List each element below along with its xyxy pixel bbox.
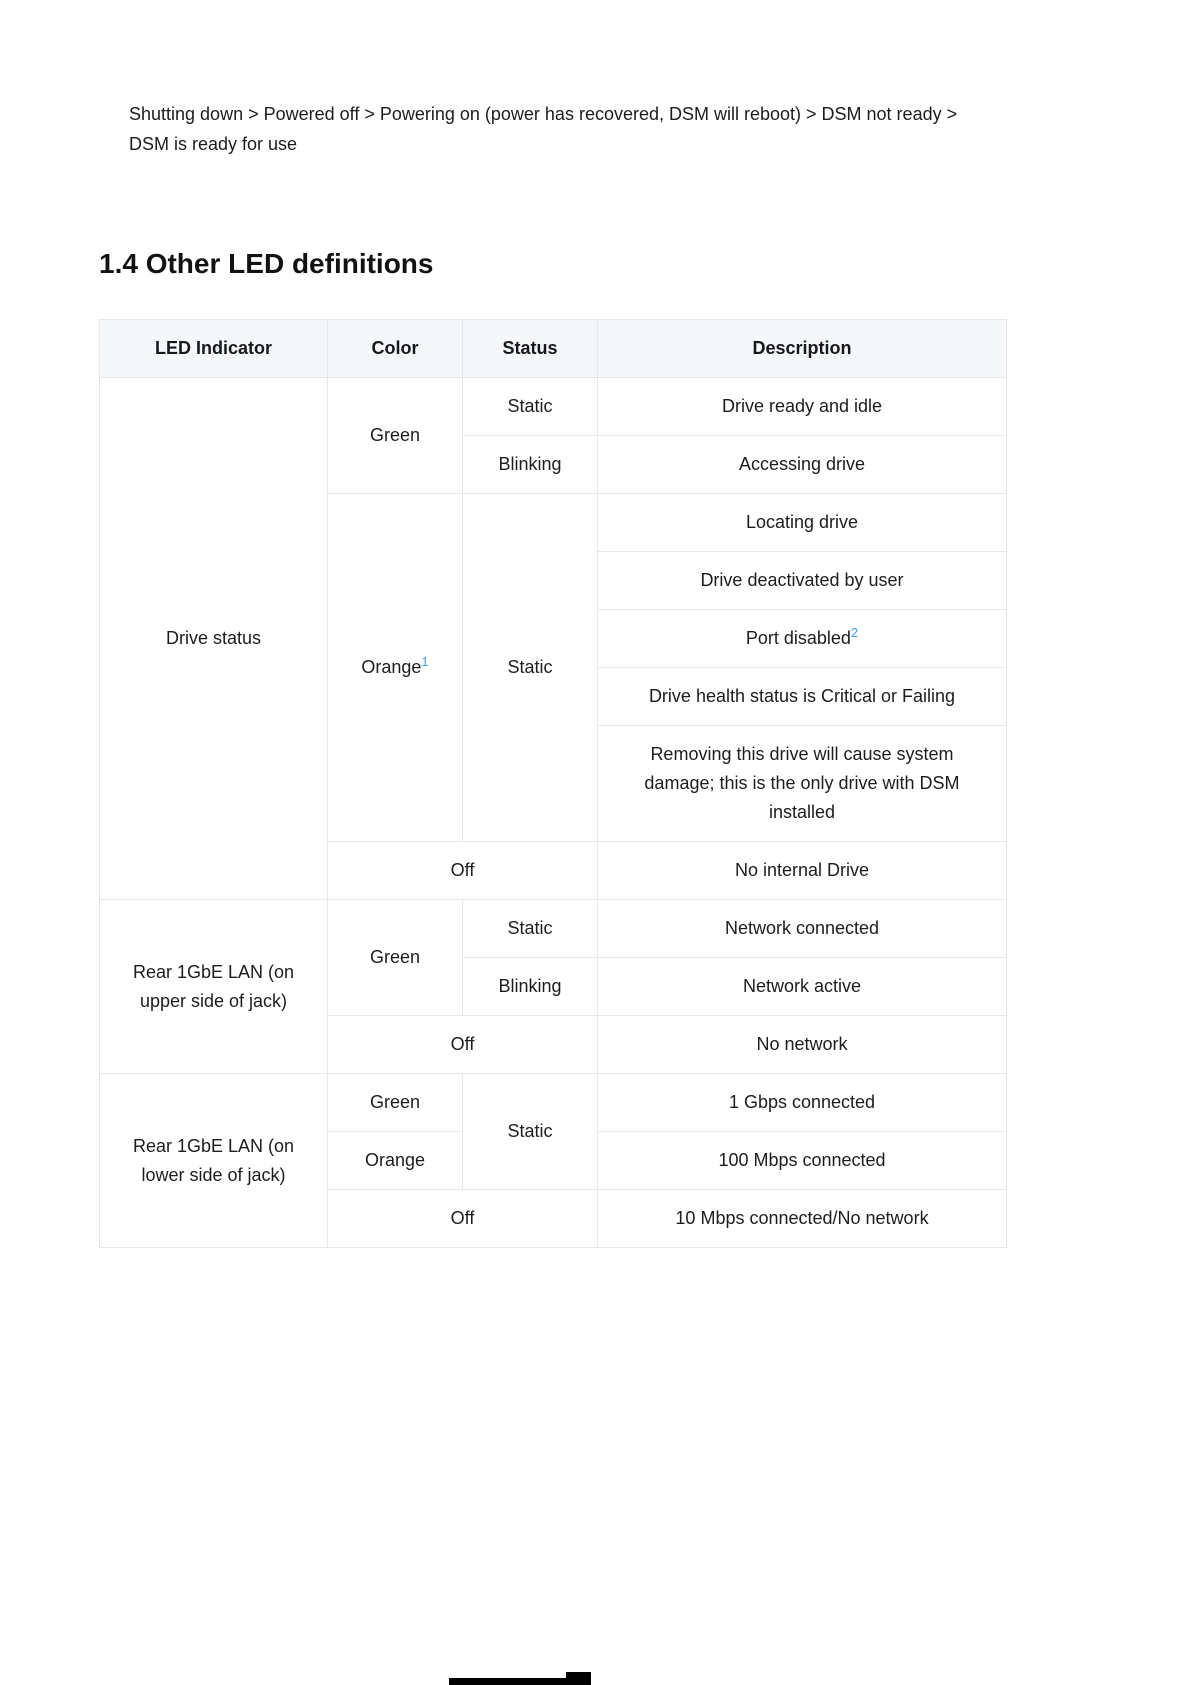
footnote-link-1[interactable]: 1 — [421, 654, 429, 669]
column-header-status: Status — [463, 320, 598, 378]
lan-upper-off-cell: Off — [328, 1016, 598, 1074]
lan-upper-static-status-cell: Static — [463, 900, 598, 958]
drive-port-disabled-description-cell — [598, 610, 1007, 668]
lan-lower-orange-color-cell: Orange — [328, 1132, 463, 1190]
lan-lower-1gbps-description-cell: 1 Gbps connected — [598, 1074, 1007, 1132]
intro-paragraph: Shutting down > Powered off > Powering on (power has recovered, DSM will reboot) > DSM not ready > DSM is ready for use — [129, 104, 958, 154]
table-row — [100, 900, 1007, 958]
port-disabled-label: Port disabled — [745, 628, 851, 648]
drive-deactivated-description-cell: Drive deactivated by user — [598, 552, 1007, 610]
lan-upper-indicator-cell: Rear 1GbE LAN (on upper side of jack) — [100, 900, 328, 1074]
table-row — [100, 378, 1007, 436]
drive-green-color-cell: Green — [328, 378, 463, 494]
drive-locating-description-cell: Locating drive — [598, 494, 1007, 552]
drive-status-indicator-cell: Drive status — [100, 378, 328, 900]
drive-accessing-description-cell: Accessing drive — [598, 436, 1007, 494]
lan-lower-off-cell: Off — [328, 1190, 598, 1248]
footer-cropped-graphic-nub — [566, 1672, 591, 1685]
column-header-color: Color — [328, 320, 463, 378]
drive-green-blinking-status-cell: Blinking — [463, 436, 598, 494]
lan-lower-100mbps-description-cell: 100 Mbps connected — [598, 1132, 1007, 1190]
drive-orange-color-cell — [328, 494, 463, 842]
orange-label: Orange — [361, 657, 422, 677]
led-definitions-table — [99, 319, 1007, 1248]
drive-ready-description-cell: Drive ready and idle — [598, 378, 1007, 436]
drive-off-cell: Off — [328, 842, 598, 900]
column-header-led-indicator: LED Indicator — [100, 320, 328, 378]
drive-health-description-cell: Drive health status is Critical or Failing — [598, 668, 1007, 726]
lan-lower-green-color-cell: Green — [328, 1074, 463, 1132]
footer-cropped-graphic-bar — [449, 1678, 569, 1685]
drive-removing-description-cell: Removing this drive will cause system damage; this is the only drive with DSM installed — [598, 726, 1007, 842]
lan-lower-static-status-cell: Static — [463, 1074, 598, 1190]
drive-no-internal-description-cell: No internal Drive — [598, 842, 1007, 900]
lan-upper-blinking-status-cell: Blinking — [463, 958, 598, 1016]
lan-upper-no-network-description-cell: No network — [598, 1016, 1007, 1074]
lan-lower-indicator-cell: Rear 1GbE LAN (on lower side of jack) — [100, 1074, 328, 1248]
section-heading: 1.4 Other LED definitions — [99, 248, 434, 279]
drive-orange-static-status-cell: Static — [463, 494, 598, 842]
table-header-row — [100, 320, 1007, 378]
lan-lower-10mbps-description-cell: 10 Mbps connected/No network — [598, 1190, 1007, 1248]
lan-upper-green-color-cell: Green — [328, 900, 463, 1016]
column-header-description: Description — [598, 320, 1007, 378]
lan-upper-connected-description-cell: Network connected — [598, 900, 1007, 958]
drive-green-static-status-cell: Static — [463, 378, 598, 436]
footnote-link-2[interactable]: 2 — [850, 625, 859, 640]
table-row — [100, 1074, 1007, 1132]
lan-upper-active-description-cell: Network active — [598, 958, 1007, 1016]
